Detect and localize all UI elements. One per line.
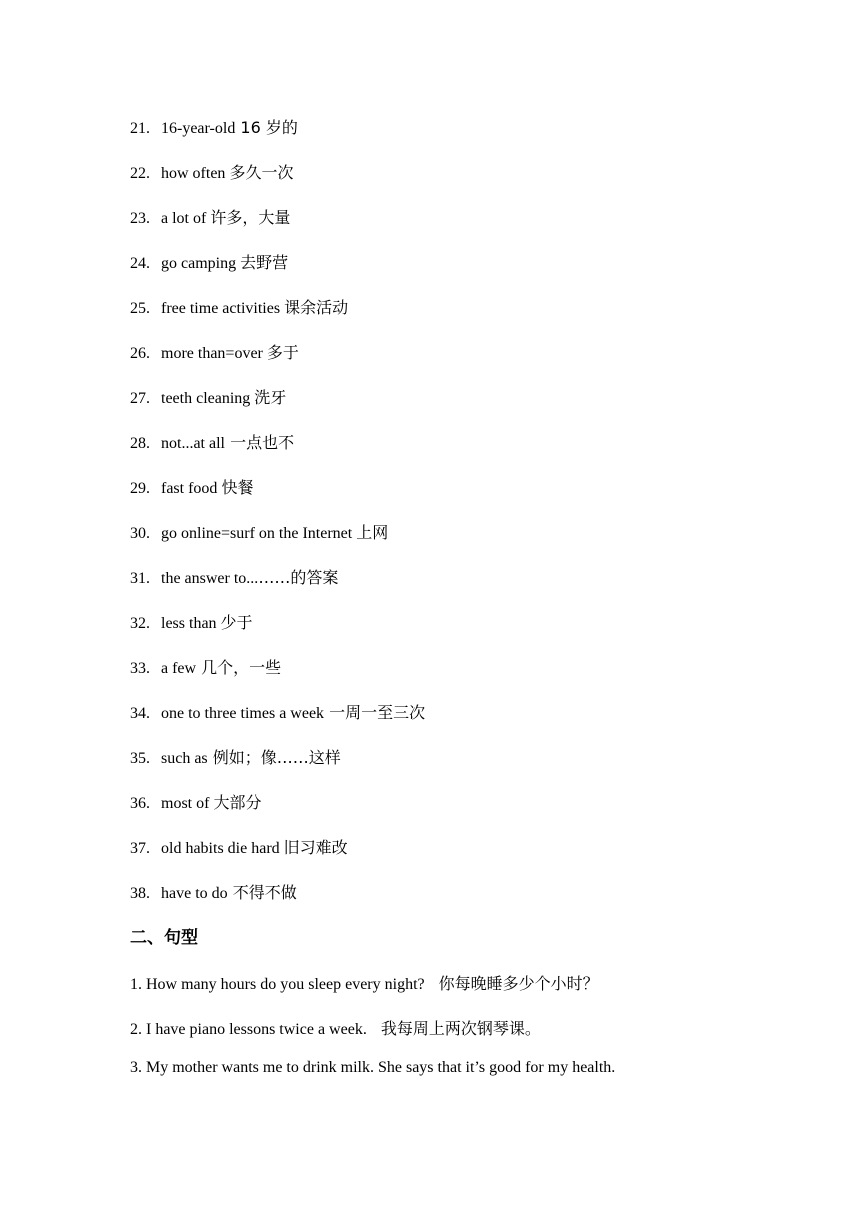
item-number: 21. [130, 120, 150, 137]
chinese-meaning: 一周一至三次 [324, 703, 426, 722]
item-number: 36. [130, 795, 150, 812]
item-number: 38. [130, 885, 150, 902]
vocab-item [130, 206, 425, 251]
chinese-translation: 我每周上两次钢琴课。 [380, 1019, 541, 1038]
chinese-meaning: 少于 [220, 613, 253, 632]
vocab-item [130, 251, 425, 296]
vocab-item [130, 521, 425, 566]
chinese-meaning: 洗牙 [254, 388, 287, 407]
english-phrase: old habits die hard [161, 840, 284, 857]
chinese-meaning: 一点也不 [224, 433, 295, 452]
item-number: 30. [130, 525, 150, 542]
vocab-item [130, 431, 425, 476]
chinese-meaning: ……的答案 [258, 568, 339, 587]
chinese-meaning: 几个，一些 [196, 658, 282, 677]
vocab-item [130, 296, 425, 341]
section-heading: 二、句型 [130, 928, 198, 948]
chinese-meaning: 上网 [356, 523, 389, 542]
vocab-item [130, 791, 425, 836]
chinese-meaning: 许多，大量 [210, 208, 291, 227]
english-phrase: a lot of [161, 210, 211, 227]
vocab-item [130, 836, 425, 881]
english-phrase: the answer to... [161, 570, 259, 587]
vocab-item [130, 881, 425, 926]
item-number: 23. [130, 210, 150, 227]
english-phrase: go camping [161, 255, 241, 272]
item-number: 29. [130, 480, 150, 497]
english-phrase: most of [161, 795, 214, 812]
item-number: 35. [130, 750, 150, 767]
chinese-meaning: 多于 [266, 343, 299, 362]
item-number: 25. [130, 300, 150, 317]
item-number: 32. [130, 615, 150, 632]
vocab-item [130, 476, 425, 521]
chinese-meaning: 大部分 [213, 793, 262, 812]
english-sentence: 1. How many hours do you sleep every night? [130, 976, 425, 993]
item-number: 26. [130, 345, 150, 362]
english-phrase: teeth cleaning [161, 390, 255, 407]
vocab-item [130, 341, 425, 386]
vocab-list [130, 116, 425, 926]
english-phrase: such as [161, 750, 208, 767]
item-number: 33. [130, 660, 150, 677]
english-phrase: one to three times a week [161, 705, 325, 722]
vocab-item [130, 656, 425, 701]
item-number: 31. [130, 570, 150, 587]
sentence-pattern [130, 972, 599, 997]
english-phrase: not...at all [161, 435, 225, 452]
item-number: 28. [130, 435, 150, 452]
chinese-meaning: 多久一次 [229, 163, 294, 182]
english-phrase: free time activities [161, 300, 285, 317]
vocab-item [130, 701, 425, 746]
item-number: 34. [130, 705, 150, 722]
english-phrase: less than [161, 615, 221, 632]
chinese-meaning: 不得不做 [227, 883, 297, 902]
chinese-meaning: 快餐 [221, 478, 254, 497]
english-phrase: fast food [161, 480, 222, 497]
english-phrase: more than=over [161, 345, 267, 362]
english-phrase: have to do [161, 885, 228, 902]
vocab-item [130, 746, 425, 791]
english-phrase: go online=surf on the Internet [161, 525, 357, 542]
english-phrase: how often [161, 165, 230, 182]
sentence-pattern [130, 1017, 541, 1042]
chinese-meaning: 16 岁的 [235, 118, 298, 137]
english-sentence: 3. My mother wants me to drink milk. She says that it’s good for my health. [130, 1059, 616, 1076]
item-number: 24. [130, 255, 150, 272]
vocab-item [130, 386, 425, 431]
vocab-item [130, 116, 425, 161]
vocab-item [130, 611, 425, 656]
item-number: 27. [130, 390, 150, 407]
chinese-meaning: 例如；像……这样 [207, 748, 341, 767]
chinese-meaning: 去野营 [240, 253, 289, 272]
english-phrase: 16-year-old [161, 120, 236, 137]
sentence-pattern [130, 1056, 615, 1080]
item-number: 22. [130, 165, 150, 182]
chinese-meaning: 旧习难改 [283, 838, 348, 857]
english-sentence: 2. I have piano lessons twice a week. [130, 1021, 367, 1038]
vocab-item [130, 161, 425, 206]
vocab-item [130, 566, 425, 611]
item-number: 37. [130, 840, 150, 857]
chinese-meaning: 课余活动 [284, 298, 349, 317]
chinese-translation: 你每晚睡多少个小时？ [438, 974, 599, 993]
english-phrase: a few [161, 660, 197, 677]
